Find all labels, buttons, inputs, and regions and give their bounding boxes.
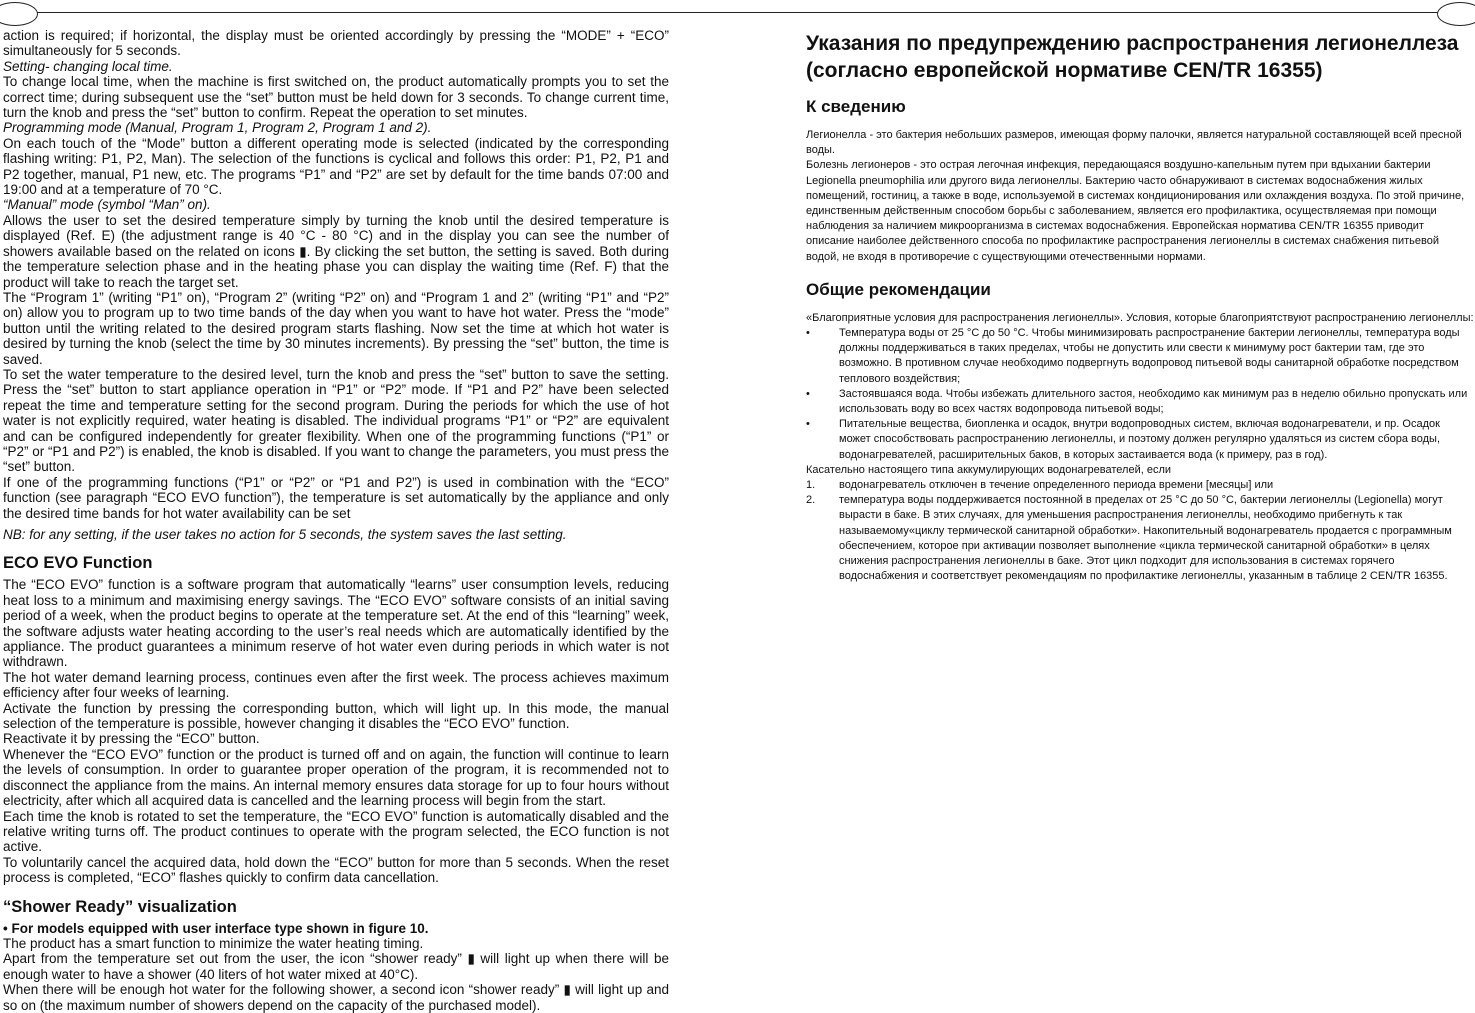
paragraph: If one of the programming functions (“P1” or “P2” or “P1 and P2”) is used in combination with the “ECO” function (see paragraph “ECO EVO function”), the temperature is set automatically by the appliance and only the desired time bands for hot water availability can be set bbox=[3, 474, 669, 521]
paragraph: Programming mode (Manual, Program 1, Program 2, Program 1 and 2). bbox=[3, 120, 432, 136]
paragraph: On each touch of the “Mode” button a different operating mode is selected (indicated by the corresponding flashing writing: P1, P2, Man). The selection of the functions is cyclical and follows this order: P1, P2, P1 and P2 together, manual, P1 new, etc. The programs “P1” and “P2” are set by default for the time bands 07:00 and 19:00 and at a temperature of 70 °C. bbox=[3, 135, 669, 198]
paragraph: Reactivate it by pressing the “ECO” button. bbox=[3, 731, 260, 747]
info-paragraph: Болезнь легионеров - это острая легочная инфекция, передающаяся воздушно-капельным путем при вдыхании бактерии Legionella pneumophilia или другого вида легионеллы. Бактерию часто обнаруживают в системах водоснабжения жилых помещений, гостиниц, а также в воде, используемой в системах кондиционирования или охлаждения воздуха. По этой причине, единственным действенным способом борьбы с заболеванием, является его профилактика, осуществляемая при помощи наблюдения за наличием микроорганизма в системах водоснабжения. Европейская норматива CEN/TR 16355 приводит описание наиболее действенного способа по профилактике распространения легионеллы в системах снабжения питьевой водой, не входя в противоречие с существующими отечественными нормами. bbox=[806, 159, 1465, 263]
info-heading: К сведению bbox=[806, 97, 906, 116]
paragraph: The hot water demand learning process, continues even after the first week. The process achieves maximum efficiency after four weeks of learning. bbox=[3, 669, 669, 701]
header-rule bbox=[0, 12, 1475, 13]
legionella-title: Указания по предупреждению распространения легионеллеза (согласно европейской нормативе CEN/TR 16355) bbox=[806, 32, 1459, 82]
paragraph: “Manual” mode (symbol “Man” on). bbox=[3, 197, 211, 213]
paragraph: Activate the function by pressing the corresponding button, which will light up. In this mode, the manual selection of the temperature is possible, however changing it disables the “ECO EVO” function. bbox=[3, 700, 669, 732]
paragraph: When there will be enough hot water for the following shower, a second icon “shower ready” ▮ will light up and so on (the maximum number of showers depend on the capacity of the purchased model). bbox=[3, 982, 669, 1013]
english-column bbox=[3, 28, 669, 1013]
list-item: • Температура воды от 25 °С до 50 °С. Чтобы минимизировать распространение бактерии легионеллы, температура воды должны поддерживаться в таких пределах, чтобы не допустить или свести к минимуму рост бактерии там, где это возможно. В противном случае необходимо подвергнуть водопровод питьевой воды санитарной обработке посредством теплового воздействия; bbox=[806, 327, 1460, 385]
section-heading: ECO EVO Function bbox=[3, 554, 153, 573]
paragraph: Apart from the temperature set out from the user, the icon “shower ready” ▮ will light up when there will be enough water to have a shower (40 liters of hot water mixed at 40°C). bbox=[3, 951, 669, 982]
paragraph: Setting- changing local time. bbox=[3, 58, 173, 74]
numbered-item: 1. водонагреватель отключен в течение определенного периода времени [месяцы] или bbox=[806, 479, 1274, 492]
paragraph: The “Program 1” (writing “P1” on), “Program 2” (writing “P2” on) and “Program 1 and 2” (writing “P1” and “P2” on) allow you to program up to two time bands of the day when you want to have hot water. Press the “mode” button until the writing related to the desired program starts flashing. Now set the time at which hot water is desired by turning the knob (select the time by 30 minutes increments). By pressing the “set” button, the time is saved. bbox=[3, 289, 669, 367]
paragraph: action is required; if horizontal, the display must be oriented accordingly by pressing the “MODE” + “ECO” simultaneously for 5 seconds. bbox=[3, 28, 669, 59]
paragraph: To voluntarily cancel the acquired data, hold down the “ECO” button for more than 5 seconds. When the reset process is completed, “ECO” flashes quickly to confirm data cancellation. bbox=[3, 854, 669, 886]
paragraph: Allows the user to set the desired temperature simply by turning the knob until the desired temperature is displayed (Ref. E) (the adjustment range is 40 °C - 80 °C) and in the display you can see the number of showers available based on the related on icons ▮. By clicking the set button, the setting is saved. Both during the temperature selection phase and in the heating phase you can display the waiting time (Ref. F) that the product will take to reach the target set. bbox=[3, 212, 669, 290]
section-heading: “Shower Ready” visualization bbox=[3, 897, 237, 916]
paragraph: Whenever the “ECO EVO” function or the product is turned off and on again, the function will continue to learn the levels of consumption. In order to guarantee proper operation of the program, it is recommended not to disconnect the appliance from the mains. An internal memory ensures data storage for up to four hours without electricity, after which all acquired data is cancelled and the learning process will begin from the start. bbox=[3, 746, 669, 809]
paragraph: Each time the knob is rotated to set the temperature, the “ECO EVO” function is automatically disabled and the relative writing turns off. The product continues to operate with the program selected, the ECO function is not active. bbox=[3, 808, 669, 855]
list-item: • Застоявшаяся вода. Чтобы избежать длительного застоя, необходимо как минимум раз в неделю обильно пропускать или использовать воду во всех частях водопровода питьевой воды; bbox=[806, 387, 1468, 416]
paragraph: To change local time, when the machine is first switched on, the product automatically prompts you to set the correct time; during subsequent use the “set” button must be held down for 3 seconds. To change current time, turn the knob and press the “set” button to confirm. Repeat the operation to set minutes. bbox=[3, 74, 669, 121]
numbered-item: 2. температура воды поддерживается постоянной в пределах от 25 °C до 50 °C, бактерии легионеллы (Legionella) могут вырасти в баке. В этих случаях, для уменьшения распространения легионеллы, необходимо прибегнуть к так называемому«циклу термической санитарной обработки». Накопительный водонагреватель продается с программным обеспечением, которое при активации позволяет выполнение «цикла термической санитарной обработки» в целях снижения распространения легионеллы в баке. Этот цикл подходит для использования в системах горячего водоснабжения и соответствует рекомендациям по профилактике легионеллы, указанным в таблице 2 CEN/TR 16355. bbox=[806, 494, 1452, 583]
list-item: • Питательные вещества, биопленка и осадок, внутри водопроводных систем, включая водонагреватели, и пр. Осадок может способствовать распространению легионеллы, и поэтому должен регулярно удаляться из систем сбора воды, водонагревателей, расширительных баков, в которых застаивается вода (к примеру, раз в год). bbox=[806, 418, 1441, 461]
info-paragraph: Легионелла - это бактерия небольших размеров, имеющая форму палочки, является натуральной составляющей всей пресной воды. bbox=[806, 129, 1462, 157]
paragraph: The product has a smart function to minimize the water heating timing. bbox=[3, 935, 424, 951]
russian-column bbox=[806, 30, 1474, 584]
page-tab-right bbox=[1437, 2, 1475, 26]
paragraph: • For models equipped with user interface type shown in figure 10. bbox=[3, 920, 429, 936]
paragraph: The “ECO EVO” function is a software program that automatically “learns” user consumption levels, reducing heat loss to a minimum and maximising energy savings. The “ECO EVO” software consists of an initial saving period of a week, when the product begins to operate at the temperature set. At the end of this “learning” week, the software adjusts water heating according to the user’s real needs which are automatically identified by the appliance. The product guarantees a minimum reserve of hot water even during periods in which water is not withdrawn. bbox=[3, 577, 669, 670]
regarding-paragraph: Касательно настоящего типа аккумулирующих водонагревателей, если bbox=[806, 463, 1172, 476]
paragraph: NB: for any setting, if the user takes no action for 5 seconds, the system saves the last setting. bbox=[3, 527, 567, 542]
page-tab-left bbox=[0, 2, 38, 26]
intro-paragraph: «Благоприятные условия для распространения легионеллы». Условия, которые благоприятствуют распространению легионеллы: bbox=[806, 311, 1474, 324]
paragraph: To set the water temperature to the desired level, turn the knob and press the “set” button to save the setting. Press the “set” button to start appliance operation in “P1” or “P2” mode. If “P1 and P2” have been selected repeat the time and temperature setting for the second program. During the periods for which the use of hot water is not explicitly required, water heating is disabled. The individual programs “P1” or “P2” are equivalent and can be configured independently for greater flexibility. When one of the programming functions (“P1” or “P2” or “P1 and P2”) is enabled, the knob is disabled. If you want to change the parameters, you must press the “set” button. bbox=[3, 366, 669, 475]
general-heading: Общие рекомендации bbox=[806, 279, 991, 299]
